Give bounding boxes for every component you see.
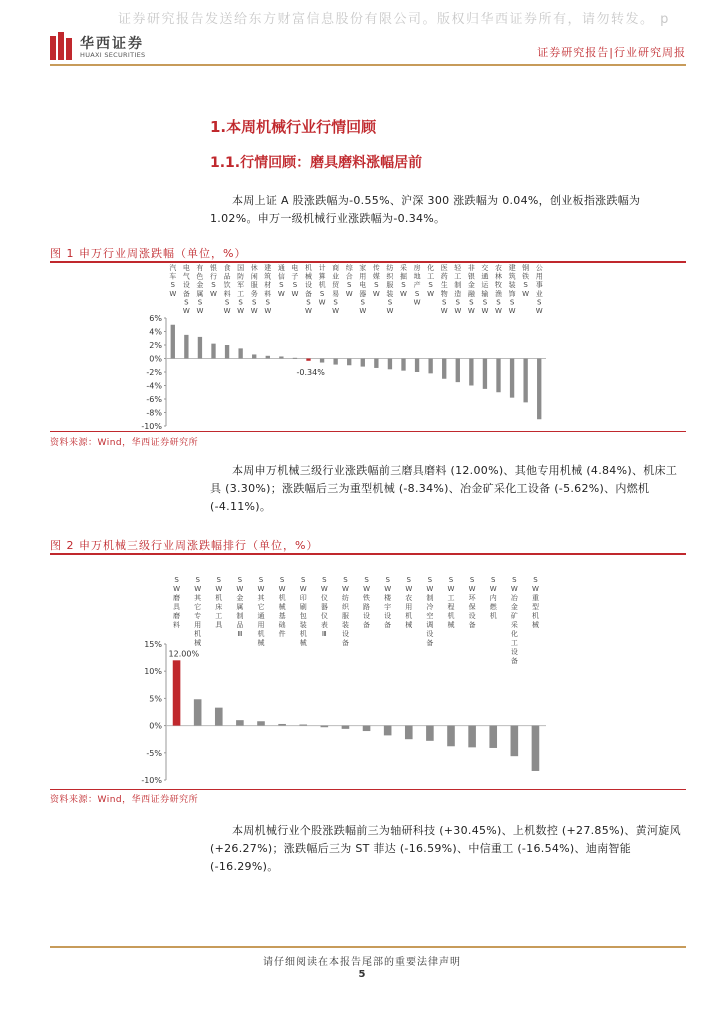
x-category-label: 建筑装饰 S W [508,264,516,315]
x-category-label: S W 内燃机 [489,576,497,620]
x-category-label: 综合 S W [345,264,353,298]
bar [361,359,365,367]
bar [184,335,188,359]
x-category-label: S W 楼宇设备 [384,576,392,629]
bar [374,359,378,368]
x-category-label: 电子 S W [291,264,299,298]
x-category-label: S W 机械基础件 [278,576,286,638]
bar [532,726,540,771]
logo-chinese-name: 华西证券 [80,36,144,52]
x-category-label: 传媒 S W [372,264,380,298]
x-category-label: 纺织服装 S W [386,264,394,315]
bar [320,359,324,363]
bar [388,359,392,370]
y-tick-label: -10% [141,422,162,431]
bar [363,726,371,731]
bar [456,359,460,383]
paragraph-stock-ranking: 本周机械行业个股涨跌幅前三为轴研科技 (+30.45%)、上机数控 (+27.85%)、黄河旋风 (+26.27%)；涨跌幅后三为 ST 菲达 (-16.59%)、中信重工 (-16.54%)、迪南智能 (-16.29%)。 [210,824,681,873]
x-category-label: S W 机床工具 [215,576,223,629]
x-category-label: 化工 S W [427,264,435,298]
paragraph-subindustry-ranking: 本周申万机械三级行业涨跌幅前三磨具磨料 (12.00%)、其他专用机械 (4.84%)、机床工具 (3.30%)；涨跌幅后三为重型机械 (-8.34%)、冶金矿采化工设备 (-5.62%)、内燃机 (-4.11%)。 [210,464,678,513]
x-category-label: S W 制冷空调设备 [426,576,434,647]
bar [496,359,500,393]
chart-industry-weekly-change [50,262,686,432]
header-divider [50,64,686,66]
y-tick-label: 0% [149,354,162,364]
x-category-label: S W 冶金矿采化工设备 [510,576,518,665]
bar [342,726,350,729]
bar [405,726,413,740]
x-category-label: 非银金融 S W [467,264,475,315]
x-category-label: 休闲服务 S W [250,264,258,315]
y-tick-label: 6% [149,314,162,323]
x-category-label: S W 铁路设备 [363,576,371,629]
x-category-label: 家用电器 S W [359,264,367,315]
bar [171,325,175,359]
x-category-label: S W 农用机械 [405,576,413,629]
section-heading: 1.本周机械行业行情回顾 [210,118,377,136]
highlight-data-label: 12.00% [168,649,200,659]
bar [306,359,310,361]
y-tick-label: -10% [141,776,162,785]
bar [194,699,202,725]
x-category-label: 采掘 S W [400,264,407,298]
bar [384,726,392,736]
y-tick-label: 4% [149,327,162,337]
figure-2-top-rule [50,553,686,555]
bar [523,359,527,403]
x-category-label: S W 其它通用机械 [257,576,265,647]
bar [211,344,215,359]
bar [489,726,497,748]
x-category-label: 建筑材料 S W [264,264,272,315]
bar [278,724,286,726]
x-category-label: 通信 S W [277,264,285,298]
bar [510,359,514,398]
x-category-label: 汽车 S W [169,264,177,298]
y-tick-label: 5% [149,694,162,704]
x-category-label: 电气设备 S W [182,264,190,315]
x-category-label: S W 仪器仪表 Ⅲ [320,576,328,638]
bar [428,359,432,374]
bar [511,726,519,757]
bar [321,726,329,728]
figure-2-source: 资料来源：Wind，华西证券研究所 [50,795,199,805]
bar [173,660,181,725]
figure-1-source: 资料来源：Wind，华西证券研究所 [50,438,199,448]
x-category-label: 食品饮料 S W [223,264,231,315]
y-tick-label: -8% [146,408,162,418]
bar [238,348,242,358]
bar [293,358,297,359]
report-type-label: 证券研究报告|行业研究周报 [537,46,686,59]
bar [266,356,270,359]
bar [483,359,487,389]
y-tick-label: 2% [149,341,162,350]
bar [215,708,223,726]
x-category-label: S W 纺织服装设备 [341,576,349,647]
bar [257,721,265,725]
x-category-label: 医药生物 S W [440,264,448,315]
subsection-heading: 1.1.行情回顾：磨具磨料涨幅居前 [210,155,423,171]
huaxi-logo-icon [50,32,72,60]
figure-2-title: 图 2 申万机械三级行业周涨跌幅排行（单位，%） [50,539,319,552]
figure-2-bottom-rule [50,789,686,790]
bar [333,359,337,365]
bar [469,359,473,386]
x-category-label: 公用事业 S W [535,264,543,315]
x-category-label: 轻工制造 S W [454,264,462,315]
bar [401,359,405,371]
x-category-label: S W 印刷包装机械 [299,576,307,647]
paragraph-market-overview: 本周上证 A 股涨跌幅为-0.55%、沪深 300 涨跌幅为 0.04%，创业板指涨跌幅为 1.02%。申万一级机械行业涨跌幅为-0.34%。 [210,194,641,225]
y-tick-label: 10% [144,667,162,677]
bar [347,359,351,366]
x-category-label: S W 金属制品 Ⅲ [236,576,244,638]
bar [447,726,455,747]
footer-divider [50,946,686,948]
x-category-label: S W 重型机械 [531,576,539,629]
bar [198,337,202,359]
y-tick-label: -6% [146,395,162,404]
bar [299,725,307,726]
x-category-label: S W 其它专用机械 [194,576,202,647]
x-category-label: 计算机 S W [318,264,326,307]
figure-1-bottom-rule [50,431,686,432]
chart-machinery-subindustry-ranking [50,556,686,788]
page-number: 5 [358,969,366,980]
bar [236,720,244,725]
bar [426,726,434,741]
figure-1-title: 图 1 申万行业周涨跌幅（单位，%） [50,247,247,260]
x-category-label: S W 磨具磨料 [173,576,181,629]
y-tick-label: -2% [146,368,162,377]
x-category-label: S W 环保设备 [468,576,476,629]
bar [252,354,256,358]
y-tick-label: 0% [149,721,162,731]
watermark: 证券研究报告发送给东方财富信息股份有限公司。版权归华西证券所有，请勿转发。 p [118,12,670,27]
y-tick-label: -5% [146,748,162,758]
x-category-label: 钢铁 S W [522,264,530,298]
legal-disclaimer-link[interactable]: 请仔细阅读在本报告尾部的重要法律声明 [263,957,461,968]
x-category-label: 国防军工 S W [237,264,245,315]
x-category-label: 银行 S W [210,264,217,298]
x-category-label: 机械设备 S W [305,264,312,315]
x-category-label: 农林牧渔 S W [495,264,502,315]
x-category-label: S W 工程机械 [447,576,455,629]
bar [537,359,541,420]
x-category-label: 房地产 S W [413,264,421,307]
bar [442,359,446,379]
bar [225,345,229,359]
y-tick-label: 15% [144,640,162,649]
x-category-label: 有色金属 S W [196,264,204,315]
bar [279,356,283,358]
bar [415,359,419,373]
bar [468,726,476,748]
logo-english-name: HUAXI SECURITIES [80,51,146,59]
x-category-label: 交通运输 S W [481,264,489,315]
x-category-label: 商业贸易 S W [332,264,340,315]
y-tick-label: -4% [146,381,162,391]
highlight-data-label: -0.34% [296,367,325,377]
